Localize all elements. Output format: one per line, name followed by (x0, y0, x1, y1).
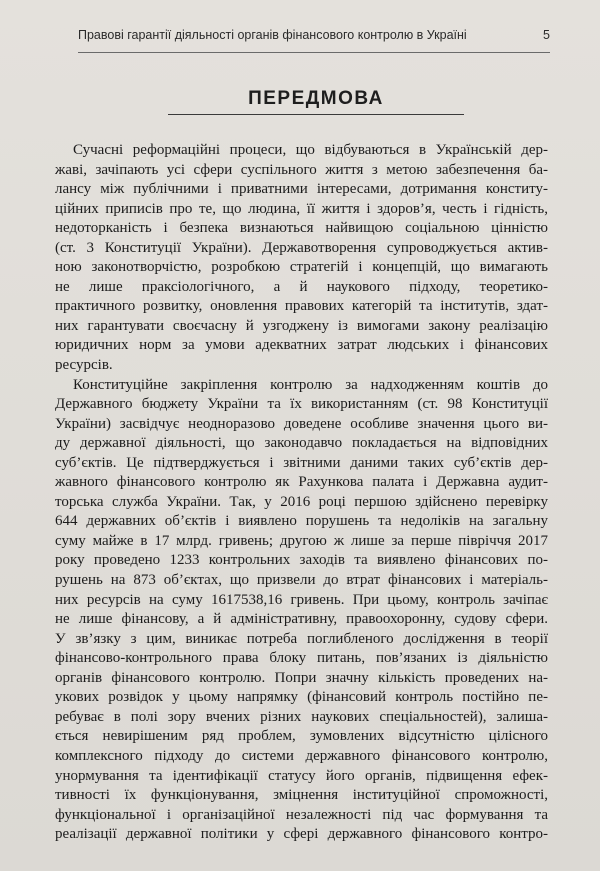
header-divider (78, 52, 550, 53)
text-line: У зв’язку з цим, виникає потреба поглибленого дослідження в теорії (55, 630, 548, 647)
text-line: Конституційне закріплення контролю за надходженням коштів до (73, 376, 548, 393)
text-line: унормування та ідентифікації статусу його органів, підвищення ефек- (55, 767, 548, 784)
text-line: торська служба України. Так, у 2016 році першою здійснено перевірку (55, 493, 548, 510)
text-line: ребуває в полі зору вчених різних наукових спеціальностей), залиша- (55, 708, 548, 725)
paragraph (55, 376, 548, 845)
paragraph (55, 141, 548, 376)
text-line: рушень на 873 об’єктах, що призвели до втрат фінансових і матеріаль- (55, 572, 548, 589)
text-line: ційних приписів про те, що людина, її життя і здоров’я, честь і гідність, (55, 200, 548, 217)
text-line: ду державної діяльності, що законодавчо покладається на відповідних (55, 435, 548, 452)
text-line: ється невирішеним ряд проблем, зумовлених відсутністю цілісного (55, 728, 548, 745)
text-line: фінансово-контрольного права блоку питань, пов’язаних із діяльністю (55, 650, 548, 667)
text-line: них ресурсів на суму 1617538,16 гривень. При цьому, контроль зачіпає (55, 591, 548, 608)
text-line: Державного бюджету України та їх використанням (ст. 98 Конституції (55, 396, 548, 413)
text-line: України) засвідчує неодноразово доведене особливе значення цього ви- (55, 415, 548, 432)
text-line: недоторканість і безпека визнаються найвищою соціальною цінністю (55, 220, 548, 237)
text-line: лансу між публічними і приватними інтересами, дотримання конститу- (55, 181, 548, 198)
text-line: ресурсів. (55, 357, 113, 374)
text-line: суму майже в 17 млрд. гривень; другою ж лише за перше півріччя 2017 (55, 532, 548, 549)
text-line: ною законотворчістю, розробкою стратегій і концепцій, що вимагають (55, 259, 548, 276)
text-line: суб’єктів. Це підтверджується і звітними даними таких суб’єктів дер- (55, 454, 548, 471)
text-line: функціональної і організаційної незалежності під час формування та (55, 806, 548, 823)
text-line: не лише фінансову, а й адміністративну, правоохоронну, судову сфери. (55, 611, 548, 628)
text-line: комплексного підходу до системи державного фінансового контролю, (55, 747, 548, 764)
text-line: укових розвідок у цьому напрямку (фінансовий контроль постійно пе- (55, 689, 548, 706)
text-line: них гарантувати своєчасну й узгоджену із вимогами закону реалізацію (55, 317, 548, 334)
text-line: року проведено 1233 контрольних заходів та виявлено фінансових по- (55, 552, 548, 569)
text-line: (ст. 3 Конституції України). Державотворення супроводжується актив- (55, 239, 548, 256)
text-line: жаві, зачіпають усі сфери суспільного життя з метою забезпечення ба- (55, 161, 548, 178)
title-underline (168, 114, 464, 115)
section-title: ПЕРЕДМОВА (248, 88, 384, 109)
text-line: органів фінансового контролю. Попри значну кількість проведених на- (55, 669, 548, 686)
text-line: реалізації державної політики у сфері державного фінансового контро- (55, 826, 548, 843)
running-title: Правові гарантії діяльності органів фінансового контролю в Україні (78, 28, 467, 42)
text-line: не лише праксіологічного, а й наукового підходу, теоретико- (55, 278, 548, 295)
running-header (78, 28, 550, 42)
text-line: Сучасні реформаційні процеси, що відбуваються в Українській дер- (73, 142, 548, 158)
text-line: жавного фінансового контролю як Рахункова палата і Державна аудит- (55, 474, 548, 491)
page-number: 5 (543, 28, 550, 42)
text-line: 644 державних об’єктів і виявлено порушень та недоліків на загальну (55, 513, 548, 530)
text-line: практичного розвитку, оновлення правових категорій та інститутів, здат- (55, 298, 548, 315)
text-line: тивності їх функціонування, зміцнення інституційної спроможності, (55, 787, 548, 804)
body-text (55, 141, 548, 845)
text-line: юридичних норм за умови адекватних затрат людських і фінансових (55, 337, 548, 354)
